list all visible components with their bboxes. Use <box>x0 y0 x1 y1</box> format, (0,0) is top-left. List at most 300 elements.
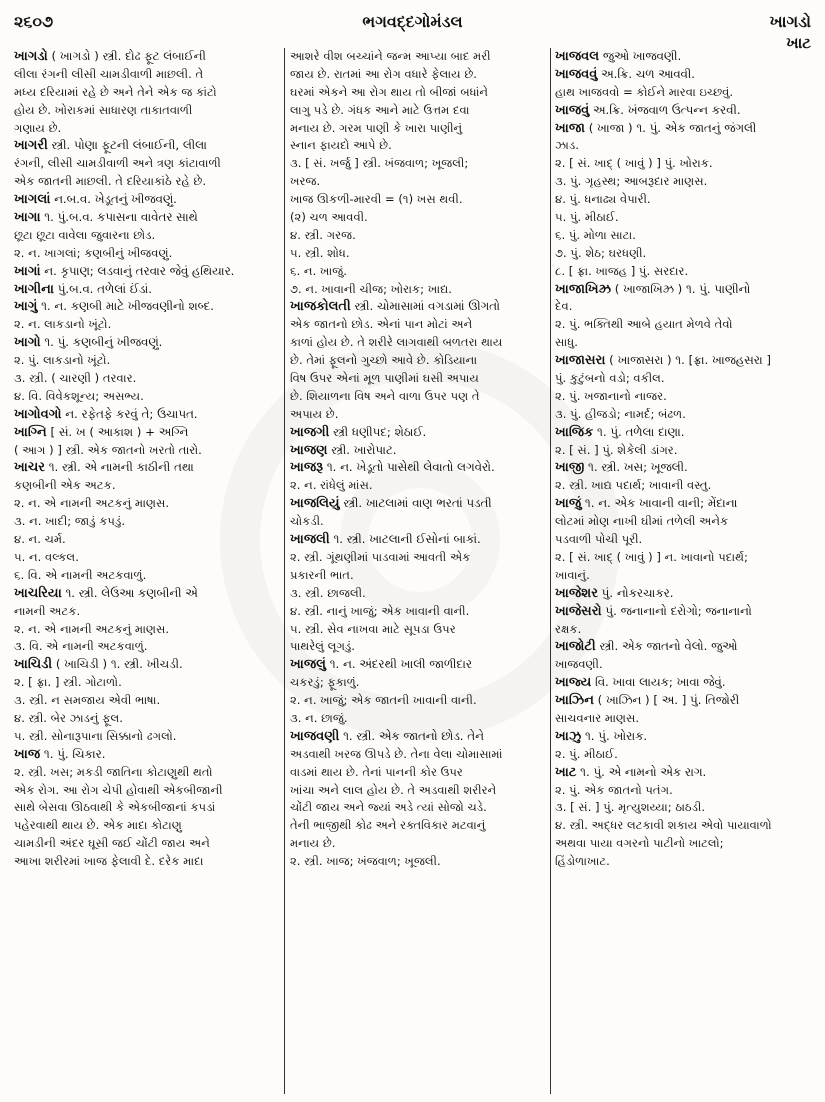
line-text: સ્ત્રી. એક જાતનો વેલો. જુઓ <box>595 639 738 654</box>
line-text: ૨. પું. ખજાનાનો નાજર. <box>555 388 667 403</box>
entry-line <box>14 585 280 603</box>
line-text: ૪. સ્ત્રી. અદ્ધર લટકાવી શકાય એવો પાયાવાળો <box>555 818 772 833</box>
text-line <box>290 638 545 656</box>
text-line <box>555 799 811 817</box>
text-line <box>555 746 811 764</box>
line-text: ૧. પું. ચિકાર. <box>40 746 106 761</box>
entry-line <box>555 728 811 746</box>
headword: ખાગડો <box>14 49 48 64</box>
text-line <box>290 746 545 764</box>
headword: ખાજકોલતી <box>290 299 351 315</box>
entry-line <box>555 674 811 692</box>
line-text: ૭. ન. ખાવાની ચીજ; ખોરાક; ખાદ્ય. <box>290 281 452 296</box>
entry-line <box>555 495 811 513</box>
text-line <box>14 674 280 692</box>
headword: ખાજ્ય <box>555 675 592 691</box>
text-line <box>290 603 545 621</box>
line-text: પ્રકારની ભાત. <box>290 567 354 582</box>
line-text: ખાજ ઊકળી-મારવી = (૧) ખસ થવી. <box>290 192 463 207</box>
line-text: સ્નાન ફાયદો આપે છે. <box>290 138 392 153</box>
line-text: છૂટા છૂટા વાવેલા જુવારના છોડ. <box>14 227 156 242</box>
text-line <box>14 638 280 656</box>
text-line <box>290 48 545 66</box>
headword: ખાજવલ <box>555 49 600 64</box>
line-text: સ્ત્રી ધણીપદ; શેઠાઈ. <box>329 424 427 439</box>
headword: ખાજું <box>555 496 582 512</box>
entry-line <box>555 424 811 442</box>
headword: ખાજિક <box>555 424 594 440</box>
text-line <box>290 853 545 871</box>
line-text: ન. રફેતફે કરવું તે; ઉચાપત. <box>61 406 198 421</box>
line-text: ૫. ન. વલ્કલ. <box>14 549 79 564</box>
line-text: [ સં. ખ ( આકાશ ) + અગ્નિ <box>46 424 189 439</box>
headword: ખાજવણી <box>290 728 340 744</box>
line-text: લાગુ પડે છે. ગંધક આને માટે ઉત્તમ દવા <box>290 102 470 117</box>
text-line <box>14 388 280 406</box>
line-text: ( આગ ) ] સ્ત્રી. એક જાતનો ખરતો તારો. <box>14 442 202 457</box>
text-line <box>290 137 545 155</box>
entry-line <box>290 495 545 513</box>
headword: ખાગા <box>14 210 41 226</box>
text-line <box>290 334 545 352</box>
entry-line <box>555 102 811 120</box>
text-line <box>14 84 280 102</box>
text-line <box>290 674 545 692</box>
entry-line <box>14 48 280 66</box>
line-text: તેની ભાજીથી કોઢ અને રક્તવિકાર મટવાનું <box>290 818 486 833</box>
text-line <box>14 66 280 84</box>
text-line <box>14 370 280 388</box>
text-line <box>14 853 280 871</box>
entry-line <box>555 603 811 621</box>
text-line <box>555 370 811 388</box>
line-text: ( ખાગડો ) સ્ત્રી. દોઢ ફૂટ લંબાઈની <box>47 49 206 63</box>
text-line <box>290 782 545 800</box>
line-text: અથવા પાયા વગરનો પાટીનો ખાટલો; <box>555 836 724 851</box>
text-line <box>14 728 280 746</box>
line-text: ૧. ન. અંદરથી ખાલી જાળીદાર <box>326 657 473 672</box>
text-line <box>14 799 280 817</box>
line-text: ખાજવણી. <box>555 657 603 672</box>
line-text: ૧. ન. કણબી માટે ખીજવણીનો શબ્દ. <box>37 299 214 314</box>
text-line <box>555 567 811 585</box>
text-line <box>555 191 811 209</box>
page-title: ભગવદ્દગોમંડલ <box>362 12 463 31</box>
line-text: ઘરમાં એકને આ રોગ થાય તો બીજાં બધાંને <box>290 84 489 99</box>
text-line <box>290 710 545 728</box>
columns <box>14 48 811 1094</box>
text-line <box>14 477 280 495</box>
headword: ખાજી <box>555 460 585 476</box>
line-text: સાધુ. <box>555 335 578 350</box>
line-text: ૬. વિ. એ નામની અટકવાળું. <box>14 567 147 582</box>
line-text: ( ખાચિડી ) ૧. સ્ત્રી. ખીચડી. <box>52 657 183 672</box>
entry-line <box>14 191 280 209</box>
headword: ખાજવવું <box>555 66 598 82</box>
headword: ખાગું <box>14 299 38 315</box>
entry-line <box>14 334 280 352</box>
line-text: ૩. ન. ખાદી; જાડું કપડું. <box>14 514 125 529</box>
line-text: ચોકડી. <box>290 514 324 529</box>
text-line <box>290 84 545 102</box>
text-line <box>290 191 545 209</box>
line-text: અ.ક્રિ. ખંજવાળ ઉત્પન્ન કરવી. <box>589 102 741 117</box>
text-line <box>290 477 545 495</box>
text-line <box>290 585 545 603</box>
line-text: રંગની, લીસી ચામડીવાળી અને ત્રણ કાંટાવાળી <box>14 156 221 171</box>
line-text: દેવ. <box>555 299 573 314</box>
line-text: સ્ત્રી. પોણા ફૂટની લંબાઈની, લીલા <box>47 138 207 153</box>
text-line <box>290 120 545 138</box>
text-line <box>290 155 545 173</box>
text-line <box>290 102 545 120</box>
text-line <box>14 102 280 120</box>
line-text: ૪. સ્ત્રી. બેર ઝાડનું ફૂલ. <box>14 710 123 725</box>
line-text: ૨. [ ફ્રા. ] સ્ત્રી. ગોટાળો. <box>14 675 122 690</box>
text-line <box>555 621 811 639</box>
line-text: ન. કૃપાણ; લડવાનું તરવાર જેવું હથિયાર. <box>40 263 235 278</box>
headword: ખાજોટી <box>555 639 596 655</box>
line-text: ( ખાઝિન ) [ અ. ] પું. તિજોરી <box>593 693 740 708</box>
line-text: ૬. પું. મોળા સાટા. <box>555 227 636 242</box>
line-text: ૬. ન. ખાજું. <box>290 263 347 278</box>
line-text: અડવાથી ખરજ ઊપડે છે. તેના વેલા ચોમાસામાં <box>290 746 503 761</box>
text-line <box>555 817 811 835</box>
text-line <box>555 442 811 460</box>
text-line <box>555 84 811 102</box>
entry-line <box>555 692 811 710</box>
line-text: ૨. ન. લાકડાનો ખૂંટો. <box>14 317 112 332</box>
line-text: અપાય છે. <box>290 406 339 421</box>
headword: ખાચરિયા <box>14 585 62 601</box>
line-text: સ્ત્રી. ચોમાસામાં વગડામાં ઊગતો <box>350 299 500 314</box>
text-line <box>555 782 811 800</box>
text-line <box>290 567 545 585</box>
line-text: ૧. સ્ત્રી. ખસ; ખૂજલી. <box>584 460 688 475</box>
line-text: મનાય છે. ગરમ પાણી કે ખારા પાણીનું <box>290 120 463 135</box>
line-text: રક્ષક. <box>555 621 582 636</box>
line-text: મધ્ય દરિયામાં રહે છે અને તેને એક જ કાંટો <box>14 84 217 99</box>
text-line <box>290 799 545 817</box>
line-text: ગણાય છે. <box>14 120 62 135</box>
text-line <box>14 316 280 334</box>
line-text: જુઓ ખાજવણી. <box>599 49 682 63</box>
headword: ખાજરૂ <box>290 460 324 476</box>
text-line <box>555 388 811 406</box>
line-text: પું.બ.વ. તળેલાં ઈંડાં. <box>53 281 152 296</box>
line-text: ૨. સ્ત્રી. ખાજ; ખંજવાળ; ખૂજલી. <box>290 854 441 869</box>
line-text: નામની અટક. <box>14 603 81 618</box>
entry-line <box>290 298 545 316</box>
line-text: ૧. સ્ત્રી. એ નામની કાઠીની તથા <box>45 460 194 475</box>
line-text: ૧. સ્ત્રી. એક જાતનો છોડ. તેને <box>339 728 484 743</box>
text-line <box>555 656 811 674</box>
line-text: ૨. સ્ત્રી. ખાદ્ય પદાર્થ; ખાવાની વસ્તુ. <box>555 478 712 493</box>
headword: ખાજા <box>555 120 585 136</box>
text-line <box>290 835 545 853</box>
line-text: કણબીની એક અટક. <box>14 478 116 493</box>
text-line <box>555 334 811 352</box>
entry-line <box>14 746 280 764</box>
guide-word-first: ખાગડો <box>769 12 811 31</box>
text-line <box>14 442 280 460</box>
headword: ખાટ <box>555 764 577 780</box>
line-text: ૧. ન. ખેડૂતો પાસેથી લેવાતો લગવેરો. <box>323 460 495 475</box>
line-text: ૨. ન. ખાજું; એક જાતની ખાવાની વાની. <box>290 693 477 708</box>
text-line <box>14 352 280 370</box>
page-number: ૨૬૦૭ <box>14 12 54 31</box>
text-line <box>290 281 545 299</box>
text-line <box>555 263 811 281</box>
line-text: પહેરવાથી થાય છે. એક માદા કોટાણુ <box>14 818 182 833</box>
line-text: ખાંચા અને લાલ હોય છે. તે અડવાથી શરીરને <box>290 782 497 797</box>
guide-word-last: ખાટ <box>786 34 811 52</box>
column-3 <box>555 48 811 1094</box>
headword: ખાગો <box>14 335 41 351</box>
line-text: ૨. પું. મીઠાઈ. <box>555 746 618 761</box>
headword: ખાજેસરો <box>555 603 602 619</box>
line-text: ખરજ. <box>290 174 321 189</box>
line-text: હોય છે. ખોરાકમાં સાધારણ તાકાતવાળી <box>14 102 193 117</box>
entry-line <box>555 66 811 84</box>
line-text: ૨. [ સં. ખાદ્ ( ખાવું ) ] ન. ખાવાનો પદાર્થ; <box>555 549 748 564</box>
text-line <box>14 817 280 835</box>
entry-line <box>14 281 280 299</box>
text-line <box>14 692 280 710</box>
headword: ખાજેશર <box>555 585 598 601</box>
line-text: ૪. સ્ત્રી. નાનું ખાજું; એક ખાવાની વાની. <box>290 603 470 618</box>
line-text: ૧. પું. કણબીનું ખીજવણું. <box>40 335 163 350</box>
entry-line <box>14 298 280 316</box>
line-text: ૧. પું. ખોરાક. <box>581 728 648 743</box>
entry-line <box>290 459 545 477</box>
line-text: છે. તેમાં ફૂલનો ગુચ્છો આવે છે. કોડિયાના <box>290 353 478 368</box>
line-text: આશરે વીશ બચ્ચાંને જન્મ આપ્યા બાદ મરી <box>290 49 491 63</box>
line-text: ૨. સ્ત્રી. ખસ; મકડી જાતિના કોટાણુથી થતો <box>14 764 213 779</box>
headword: ખાગોવગો <box>14 406 62 422</box>
line-text: ચોંટી જાય અને જ્યાં અડે ત્યાં સોજો ચડે. <box>290 800 487 815</box>
line-text: ( ખાજાખિઝ્ર ) ૧. પું. પાણીનો <box>610 281 751 296</box>
entry-line <box>14 406 280 424</box>
line-text: ૫. સ્ત્રી. શોધ. <box>290 245 350 260</box>
line-text: વાડમાં થાય છે. તેનાં પાનની કોર ઉપર <box>290 764 463 779</box>
line-text: એક રોગ. આ રોગ ચેપી હોવાથી એકબીજાની <box>14 782 223 797</box>
line-text: ૨. ન. રાંધેલું માંસ. <box>290 478 373 493</box>
entry-line <box>555 638 811 656</box>
line-text: ૨. [ સં. ખાદ્ ( ખાવું ) ] પું. ખોરાક. <box>555 156 713 171</box>
line-text: ૨. ન. એ નામની અટકનું માણસ. <box>14 621 170 636</box>
line-text: ૩. [ સં. ખર્જુ ] સ્ત્રી. ખંજવાળ; ખૂજલી; <box>290 156 469 171</box>
line-text: ૩. પું. હીજડો; નામર્દ; બંઢળ. <box>555 406 686 421</box>
line-text: જાય છે. રાતમાં આ રોગ વધારે ફેલાય છે. <box>290 66 477 81</box>
line-text: લોટમાં મોણ નાખી ઘીમાં તળેલી અનેક <box>555 514 729 529</box>
text-line <box>14 155 280 173</box>
line-text: ૩. ન. છાજું. <box>290 710 348 725</box>
line-text: પડવાળી પોચી પૂરી. <box>555 532 643 547</box>
line-text: કાળાં હોય છે. તે શરીરે લાગવાથી બળતરા થાય <box>290 335 503 350</box>
line-text: લીલા રંગની લીસી ચામડીવાળી માછલી. તે <box>14 66 204 81</box>
text-line <box>290 352 545 370</box>
headword: ખાજાસરા <box>555 353 606 369</box>
headword: ખાગ્નિ <box>14 424 47 440</box>
text-line <box>555 710 811 728</box>
line-text: ૩. સ્ત્રી. છાજલી. <box>290 585 366 600</box>
text-line <box>555 406 811 424</box>
text-line <box>290 406 545 424</box>
entry-line <box>14 209 280 227</box>
headword: ખાજલિયું <box>290 496 340 512</box>
line-text: સાચવનાર માણસ. <box>555 710 640 725</box>
line-text: વિ. ખાવા લાયક; ખાવા જેવું. <box>591 675 726 690</box>
text-line <box>14 603 280 621</box>
headword: ખાજાખિઝ્ર <box>555 281 611 297</box>
column-1 <box>14 48 280 1094</box>
headword: ખાગાં <box>14 263 41 279</box>
text-line <box>555 835 811 853</box>
line-text: હાથ ખાજવવો = કોઈને મારવા ઇચ્છવું. <box>555 84 734 99</box>
line-text: ૪. પું. ધનાઢ્ય વેપારી. <box>555 192 651 207</box>
line-text: ચામડીની અંદર ઘૂસી જઈ ચોંટી જાય અને <box>14 836 210 851</box>
line-text: હિંડોળાખાટ. <box>555 854 610 869</box>
text-line <box>14 513 280 531</box>
entry-line <box>14 424 280 442</box>
text-line <box>14 710 280 728</box>
line-text: અ.ક્રિ. ચળ આવવી. <box>597 66 696 81</box>
line-text: ઝાડ. <box>555 138 579 153</box>
entry-line <box>290 442 545 460</box>
line-text: (૨) ચળ આવવી. <box>290 210 368 225</box>
headword: ખાઝુ <box>555 728 582 744</box>
text-line <box>555 173 811 191</box>
line-text: ૧. પું. એ નામનો એક રાગ. <box>576 764 707 779</box>
text-line <box>290 621 545 639</box>
line-text: ૩. સ્ત્રી. ન સમજાય એવી ભાષા. <box>14 693 161 708</box>
line-text: ૫. સ્ત્રી. સેવ નાખવા માટે સૂપડા ઉપર <box>290 621 456 636</box>
headword: ખાજણ <box>290 442 328 458</box>
line-text: ૨. ન. એ નામની અટકનું માણસ. <box>14 496 170 511</box>
text-line <box>14 621 280 639</box>
text-line <box>555 227 811 245</box>
line-text: ચકરડું; ફૂકાળું. <box>290 675 360 690</box>
entry-line <box>14 263 280 281</box>
text-line <box>555 298 811 316</box>
line-text: ૫. પું. મીઠાઈ. <box>555 210 619 225</box>
line-text: પું. જનાનાનો દરોગો; જનાનાનો <box>601 603 752 618</box>
line-text: એક જાતનો છોડ. એનાં પાન મોટાં અને <box>290 317 473 332</box>
column-2 <box>290 48 545 1094</box>
entry-line <box>290 531 545 549</box>
entry-line <box>555 764 811 782</box>
line-text: સ્ત્રી. ખારોપાટ. <box>327 442 397 457</box>
text-line <box>14 120 280 138</box>
line-text: પું. નોકરચાકર. <box>597 585 674 600</box>
line-text: ૨. પું. લાકડાનો ખૂંટો. <box>14 353 111 368</box>
headword: ખાજલું <box>290 657 326 673</box>
entry-line <box>555 459 811 477</box>
text-line <box>290 764 545 782</box>
entry-line <box>555 281 811 299</box>
entry-line <box>14 656 280 674</box>
text-line <box>555 245 811 263</box>
line-text: ૨. ન. ખાગલાં; કણબીનું ખીજવણું. <box>14 245 173 260</box>
text-line <box>555 477 811 495</box>
entry-line <box>14 459 280 477</box>
text-line <box>555 209 811 227</box>
line-text: ન.બ.વ. ખેડૂતનું ખીજવણું. <box>50 192 177 207</box>
line-text: ૨. પું. ભક્તિથી આબે હયાત મેળવે તેવો <box>555 317 733 332</box>
line-text: પું. કુટુંબનો વડો; વકીલ. <box>555 371 665 386</box>
text-line <box>555 531 811 549</box>
headword: ખાગીના <box>14 281 54 297</box>
entry-line <box>555 352 811 370</box>
text-line <box>290 817 545 835</box>
text-line <box>290 692 545 710</box>
line-text: ૨. [ સં. ] પું. શેકેલી ડાંગર. <box>555 442 678 457</box>
line-text: ૧. સ્ત્રી. ખાટલાની ઈસોનાં બાકાં. <box>329 532 481 547</box>
line-text: ૧. પું.બ.વ. કપાસના વાવેતર સાથે <box>40 210 198 225</box>
line-text: ૪. સ્ત્રી. ગરજ. <box>290 227 356 242</box>
text-line <box>14 173 280 191</box>
headword: ખાજલી <box>290 532 330 548</box>
line-text: ૩. પું. ગૃહસ્થ; આબરૂદાર માણસ. <box>555 174 708 189</box>
line-text: પાથરેલું લૂગડું. <box>290 639 355 654</box>
text-line <box>290 316 545 334</box>
line-text: ૧. પું. તળેલા દાણા. <box>593 424 685 439</box>
line-text: ૨. પું. એક જાતનો પતંગ. <box>555 782 673 797</box>
line-text: ૭. પું. શેઠ; ઘરધણી. <box>555 245 647 260</box>
line-text: સાથે બેસવા ઊઠવાથી કે એકબીજાનાં કપડાં <box>14 800 216 815</box>
entry-line <box>555 585 811 603</box>
entry-line <box>290 656 545 674</box>
text-line <box>14 835 280 853</box>
text-line <box>555 513 811 531</box>
text-line <box>14 567 280 585</box>
line-text: ૮. [ ફ્રા. ખાજહ ] પું. સરદાર. <box>555 263 689 278</box>
entry-line <box>555 120 811 138</box>
text-line <box>14 531 280 549</box>
text-line <box>290 513 545 531</box>
text-line <box>555 155 811 173</box>
line-text: મનાય છે. <box>290 836 336 851</box>
line-text: એક જાતની માછલી. તે દરિયાકાંઠે રહે છે. <box>14 174 207 189</box>
line-text: વિષ ઉપર એનાં મૂળ પાણીમાં ઘસી અપાય <box>290 371 479 386</box>
text-line <box>290 245 545 263</box>
line-text: ૧. ન. એક ખાવાની વાની; મેંદાના <box>581 496 738 511</box>
line-text: ( ખાજાસરા ) ૧. [ફ્રા. ખાજહસરા ] <box>605 353 772 368</box>
entry-line <box>290 728 545 746</box>
line-text: છે. શિયાળના વિષ અને વાળા ઉપર પણ તે <box>290 388 480 403</box>
text-line <box>14 782 280 800</box>
line-text: ૪. ન. ચર્મ. <box>14 532 66 547</box>
line-text: ૩. સ્ત્રી. ( ચારણી ) તરવાર. <box>14 371 137 386</box>
column-divider <box>284 48 285 1094</box>
text-line <box>290 209 545 227</box>
headword: ખાગરી <box>14 138 48 154</box>
text-line <box>555 137 811 155</box>
headword: ખાચર <box>14 460 45 476</box>
text-line <box>290 66 545 84</box>
text-line <box>290 263 545 281</box>
text-line <box>290 227 545 245</box>
line-text: ૫. સ્ત્રી. સોનારૂપાના સિક્કાનો ઢગલો. <box>14 728 177 743</box>
entry-line <box>555 48 811 66</box>
line-text: ખાવાનું. <box>555 567 590 582</box>
text-line <box>290 388 545 406</box>
line-text: ૩. વિ. એ નામની અટકવાળું. <box>14 639 148 654</box>
headword: ખાજવું <box>555 102 590 118</box>
text-line <box>14 245 280 263</box>
column-divider <box>550 48 551 1094</box>
